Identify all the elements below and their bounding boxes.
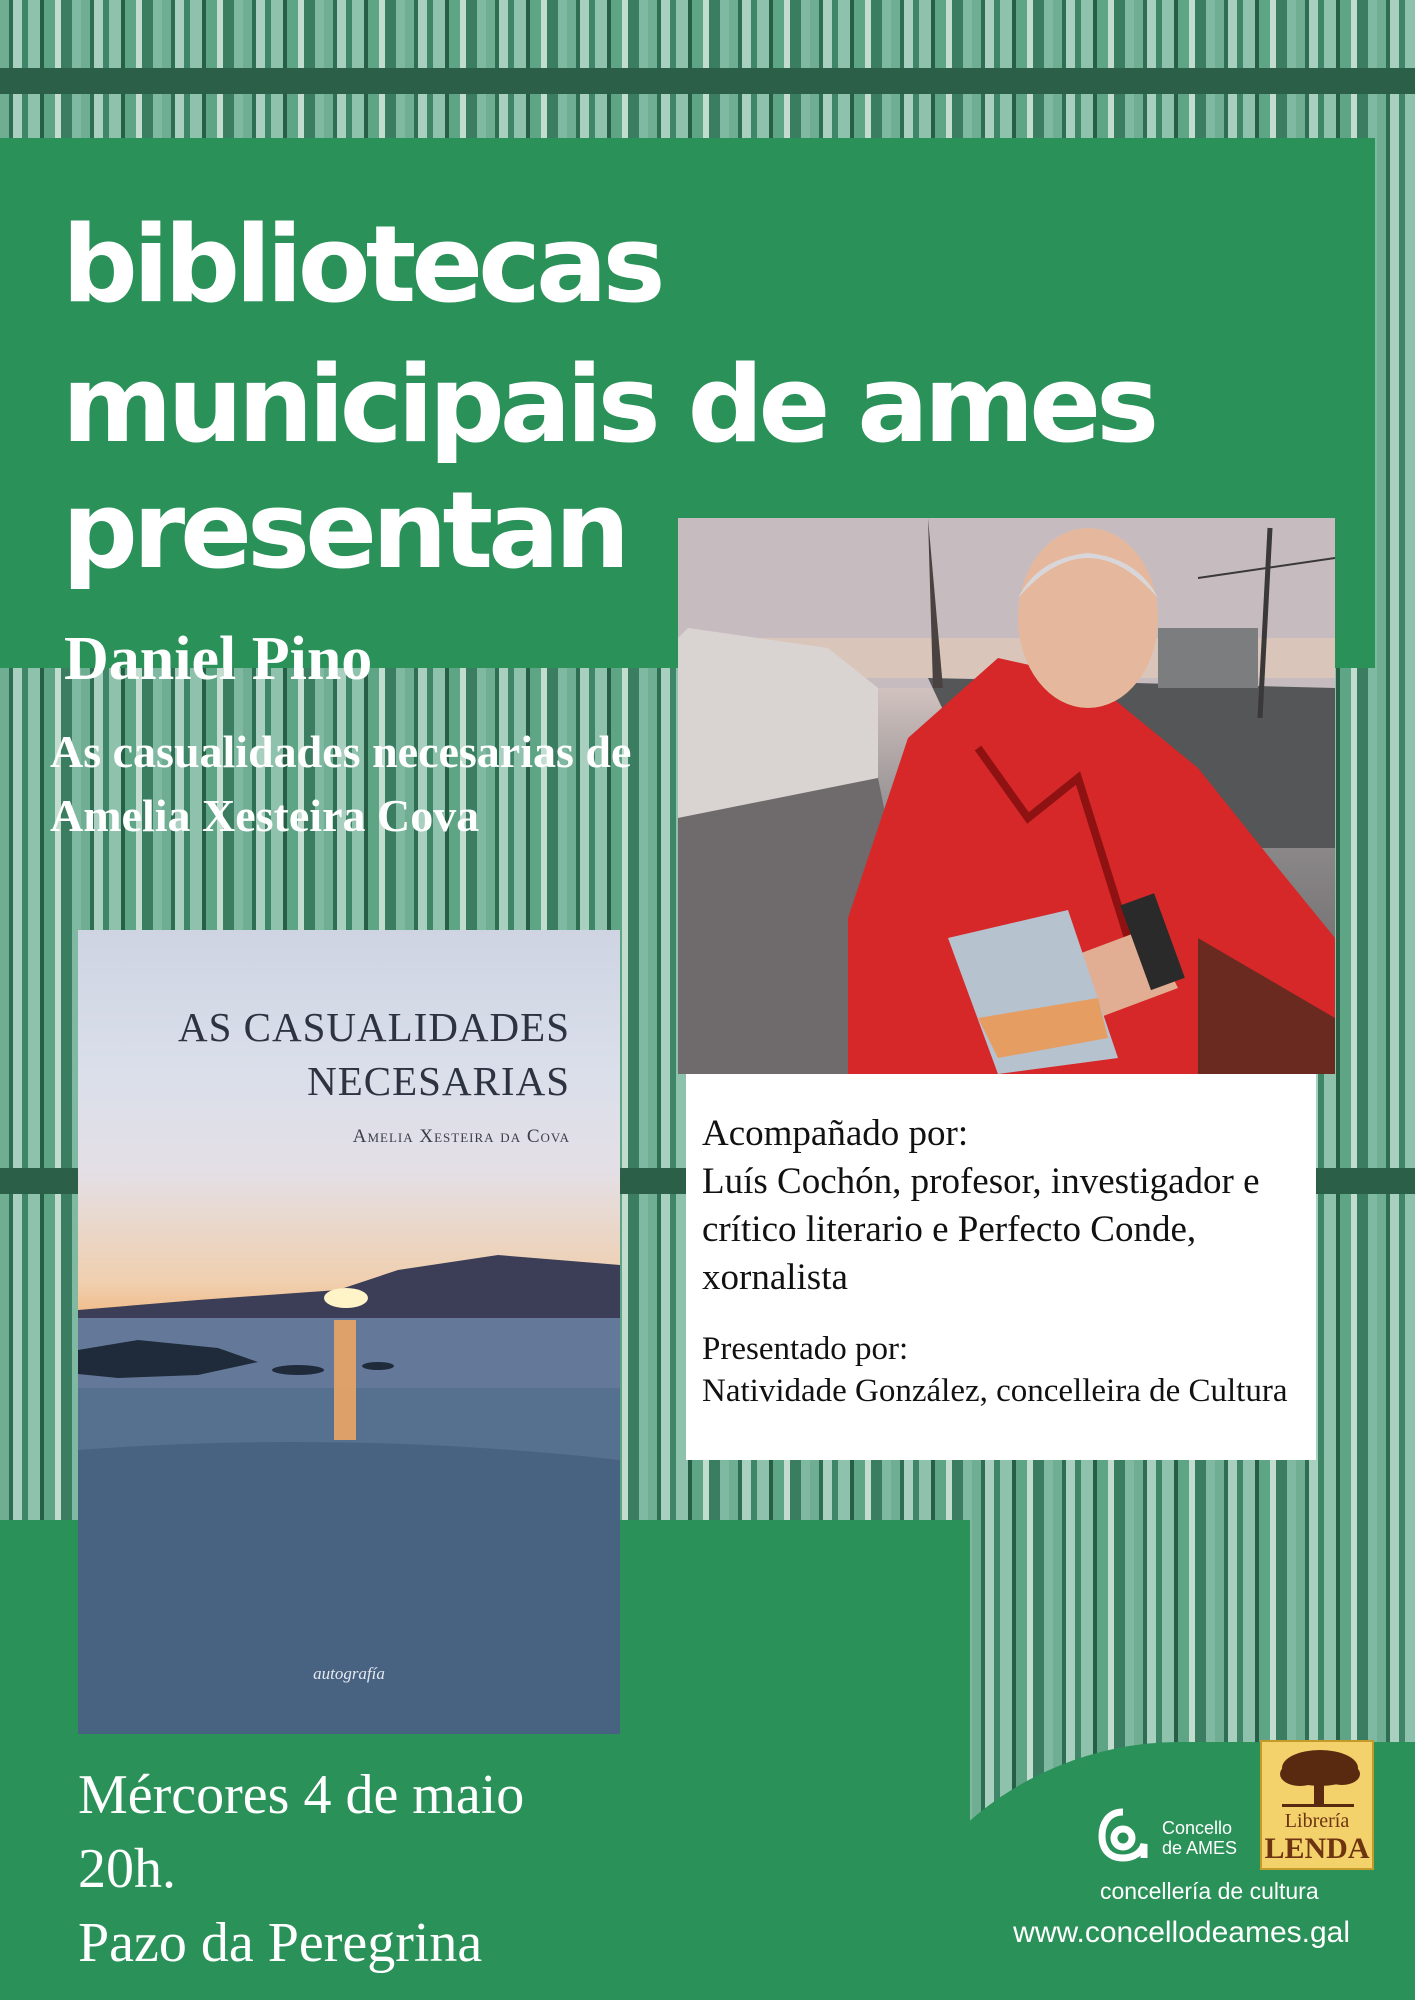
cover-author: Amelia Xesteira da Cova [352, 1126, 570, 1147]
cover-publisher: autografía [313, 1664, 385, 1683]
author-photo-illustration [678, 518, 1335, 1074]
footer-logos [960, 1740, 1415, 2000]
author-photo [678, 518, 1335, 1074]
event-place: Pazo da Peregrina [78, 1912, 483, 1974]
book-title: As casualidades necesarias de Amelia Xesteira Cova [50, 726, 632, 841]
libreria-lenda-logo [1260, 1740, 1374, 1870]
concello-line-2: de AMES [1162, 1838, 1238, 1858]
tree-icon [1262, 1744, 1372, 1810]
cover-title-line-1: AS CASUALIDADES [177, 1004, 570, 1050]
department-label: concellería de cultura [1100, 1878, 1319, 1904]
event-date: Mércores 4 de maio [78, 1764, 525, 1826]
website-link[interactable]: www.concellodeames.gal [1013, 1916, 1350, 1949]
event-time: 20h. [78, 1838, 176, 1900]
book-cover [78, 930, 620, 1734]
cover-title-line-2: NECESARIAS [307, 1058, 570, 1104]
presented-text: Natividade González, concelleira de Cultura [702, 1373, 1288, 1409]
presented-label: Presentado por: [702, 1331, 909, 1367]
author-name: Daniel Pino [64, 625, 373, 693]
concello-ames-icon [1098, 1808, 1148, 1862]
lenda-label-2: LENDA [1264, 1832, 1370, 1865]
shelf-top [0, 68, 1415, 94]
cover-title [178, 1000, 570, 1108]
accompanied-text: Luís Cochón, profesor, investigador e crítico literario e Perfecto Conde, xornalista [702, 1161, 1260, 1298]
header-line-1: bibliotecas [62, 203, 661, 326]
accompanied-label: Acompañado por: [702, 1113, 969, 1154]
header-line-3: presentan [62, 469, 626, 592]
info-box [686, 1074, 1316, 1460]
header-line-2: municipais de ames [62, 343, 1155, 466]
concello-ames-logo-text [1162, 1818, 1237, 1858]
accompanied-section [702, 1110, 1312, 1302]
event-details [78, 1758, 524, 1980]
presented-section [702, 1328, 1312, 1412]
concello-line-1: Concello [1162, 1818, 1233, 1838]
lenda-label-1: Librería [1284, 1810, 1350, 1832]
